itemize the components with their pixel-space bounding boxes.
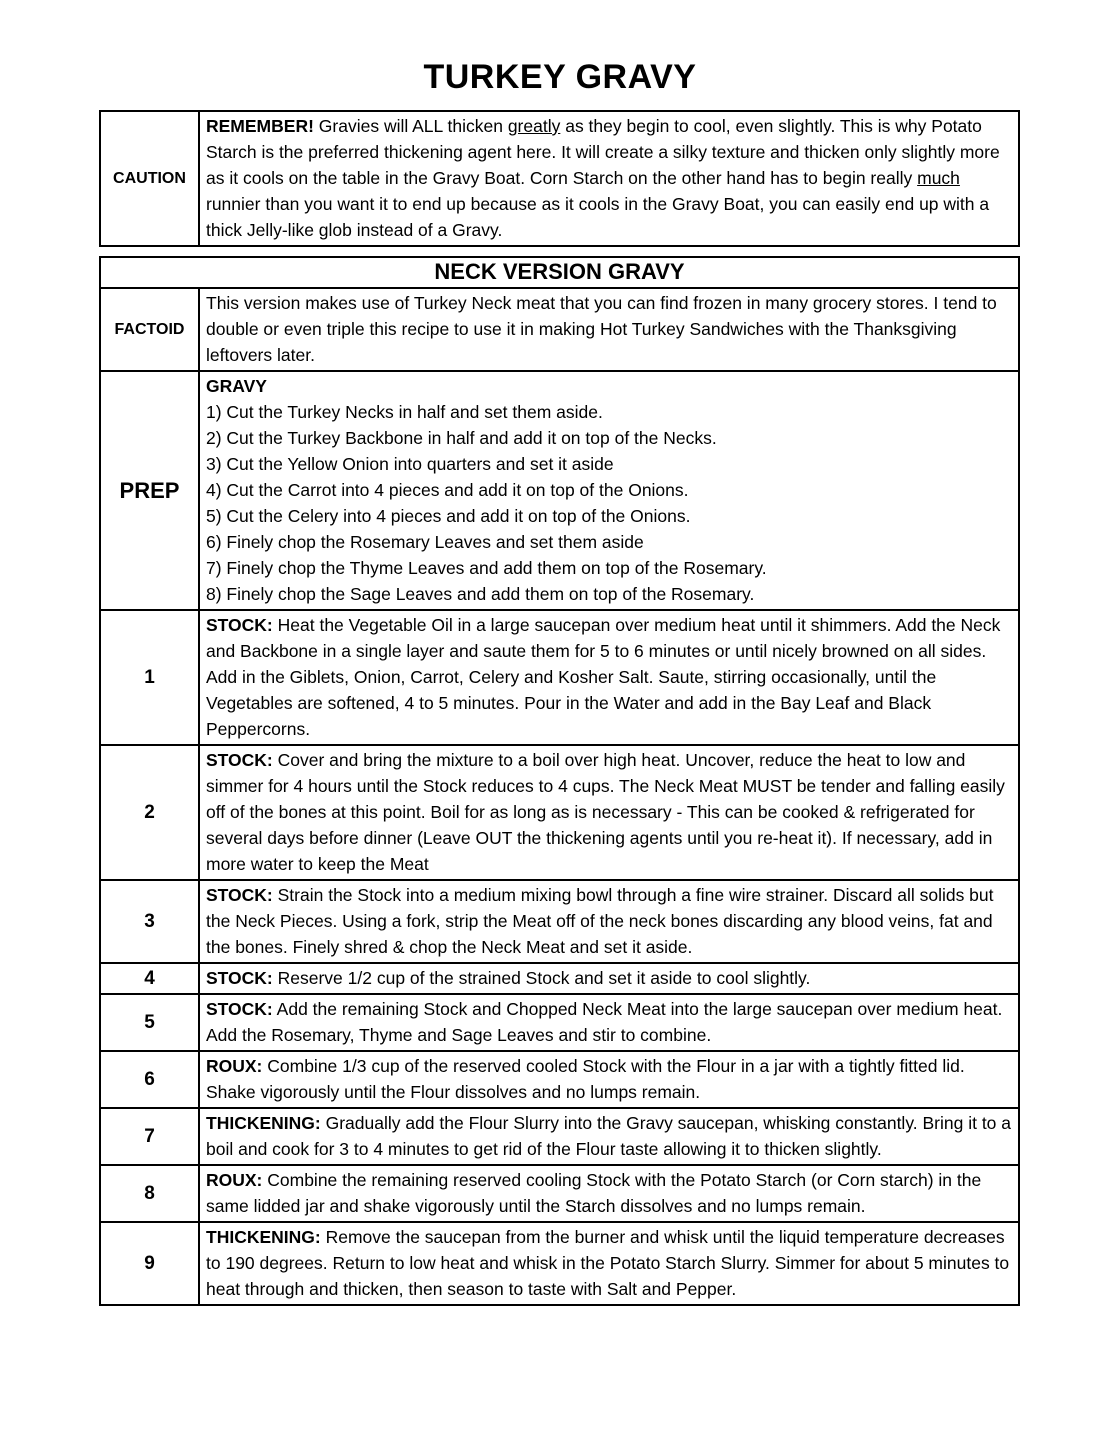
bold-lead: THICKENING: [206, 1113, 321, 1133]
bold-lead: REMEMBER! [206, 116, 314, 136]
table-header-row [100, 257, 1019, 288]
paragraph [206, 1053, 1012, 1105]
paragraph [206, 996, 1012, 1048]
paragraph [206, 503, 1012, 529]
table-row [100, 288, 1019, 371]
table-row [100, 994, 1019, 1051]
row-label: PREP [100, 371, 199, 610]
table-row [100, 1222, 1019, 1305]
row-label: 6 [100, 1051, 199, 1108]
paragraph [206, 1224, 1012, 1302]
row-label: 5 [100, 994, 199, 1051]
bold-lead: STOCK: [206, 885, 273, 905]
row-label: 9 [100, 1222, 199, 1305]
text-segment: Strain the Stock into a medium mixing bowl through a fine wire strainer. Discard all solids but the Neck Pieces. Using a fork, strip the Meat off of the neck bones discarding any blood veins, fat and the bones. Finely shred & chop the Neck Meat and set it aside. [206, 885, 994, 957]
paragraph [206, 113, 1012, 243]
paragraph [206, 290, 1012, 368]
row-content [199, 1108, 1019, 1165]
table-row [100, 963, 1019, 994]
row-content [199, 371, 1019, 610]
text-segment: Gravies will ALL thicken [313, 116, 508, 136]
caution-table [99, 110, 1020, 247]
table-row [100, 111, 1019, 246]
bold-lead: THICKENING: [206, 1227, 321, 1247]
text-segment: Heat the Vegetable Oil in a large saucepan over medium heat until it shimmers. Add the Neck and Backbone in a single layer and saute them for 5 to 6 minutes or until nicely browned on all sides. Add in the Giblets, Onion, Carrot, Celery and Kosher Salt. Saute, stirring occasionally, until the Vegetables are softened, 4 to 5 minutes. Pour in the Water and add in the Bay Leaf and Black Peppercorns. [206, 615, 1001, 739]
paragraph [206, 555, 1012, 581]
paragraph [206, 451, 1012, 477]
table-row [100, 1165, 1019, 1222]
text-segment: Gradually add the Flour Slurry into the Gravy saucepan, whisking constantly. Bring it to a boil and cook for 3 to 4 minutes to get rid of the Flour taste allowing it to thicken slightly. [206, 1113, 1012, 1159]
text-segment: as they begin to cool, even slightly. This is why Potato Starch is the preferred thickening agent here. It will create a silky texture and thicken only slightly more as it cools on the table in the Gravy Boat. Corn Starch on the other hand has to begin really [206, 116, 1000, 188]
text-segment: 8) Finely chop the Sage Leaves and add them on top of the Rosemary. [206, 584, 755, 604]
row-label: 7 [100, 1108, 199, 1165]
bold-lead: ROUX: [206, 1170, 263, 1190]
row-label: CAUTION [100, 111, 199, 246]
text-segment: 4) Cut the Carrot into 4 pieces and add it on top of the Onions. [206, 480, 689, 500]
row-content [199, 1051, 1019, 1108]
table-row [100, 745, 1019, 880]
paragraph [206, 612, 1012, 742]
row-content [199, 1165, 1019, 1222]
paragraph [206, 477, 1012, 503]
underlined-text: much [917, 168, 960, 188]
text-segment: Cover and bring the mixture to a boil over high heat. Uncover, reduce the heat to low and simmer for 4 hours until the Stock reduces to 4 cups. The Neck Meat MUST be tender and falling easily off of the bones at this point. Boil for as long as is necessary - This can be cooked & refrigerated for several days before dinner (Leave OUT the thickening agents until you re-heat it). If necessary, add in more water to keep the Meat [206, 750, 1005, 874]
table-row [100, 610, 1019, 745]
bold-lead: GRAVY [206, 376, 267, 396]
text-segment: Remove the saucepan from the burner and whisk until the liquid temperature decreases to 190 degrees. Return to low heat and whisk in the Potato Starch Slurry. Simmer for about 5 minutes to heat through and thicken, then season to taste with Salt and Pepper. [206, 1227, 1010, 1299]
text-segment: runnier than you want it to end up because as it cools in the Gravy Boat, you can easily end up with a thick Jelly-like glob instead of a Gravy. [206, 194, 990, 240]
paragraph [206, 581, 1012, 607]
bold-lead: STOCK: [206, 750, 273, 770]
row-content [199, 288, 1019, 371]
paragraph [206, 529, 1012, 555]
paragraph [206, 373, 1012, 399]
row-content [199, 880, 1019, 963]
text-segment: Combine the remaining reserved cooling Stock with the Potato Starch (or Corn starch) in the same lidded jar and shake vigorously until the Starch dissolves and no lumps remain. [206, 1170, 982, 1216]
row-label: 4 [100, 963, 199, 994]
text-segment: 7) Finely chop the Thyme Leaves and add them on top of the Rosemary. [206, 558, 767, 578]
text-segment: Reserve 1/2 cup of the strained Stock and set it aside to cool slightly. [272, 968, 811, 988]
underlined-text: greatly [507, 116, 561, 136]
paragraph [206, 1110, 1012, 1162]
bold-lead: STOCK: [206, 968, 273, 988]
bold-lead: STOCK: [206, 615, 273, 635]
text-segment: Combine 1/3 cup of the reserved cooled Stock with the Flour in a jar with a tightly fitted lid. Shake vigorously until the Flour dissolves and no lumps remain. [206, 1056, 965, 1102]
page-title: TURKEY GRAVY [423, 58, 697, 96]
row-content [199, 994, 1019, 1051]
text-segment: This version makes use of Turkey Neck meat that you can find frozen in many grocery stores. I tend to double or even triple this recipe to use it in making Hot Turkey Sandwiches with the Thanksgiving leftovers later. [206, 293, 997, 365]
text-segment: Add the remaining Stock and Chopped Neck Meat into the large saucepan over medium heat. Add the Rosemary, Thyme and Sage Leaves and stir to combine. [206, 999, 1003, 1045]
row-label: 8 [100, 1165, 199, 1222]
row-content [199, 745, 1019, 880]
paragraph [206, 399, 1012, 425]
paragraph [206, 965, 1012, 991]
row-content [199, 111, 1019, 246]
row-content [199, 1222, 1019, 1305]
paragraph [206, 425, 1012, 451]
text-segment: 6) Finely chop the Rosemary Leaves and set them aside [206, 532, 644, 552]
table-row [100, 880, 1019, 963]
paragraph [206, 1167, 1012, 1219]
text-segment: 2) Cut the Turkey Backbone in half and add it on top of the Necks. [206, 428, 717, 448]
table-row [100, 371, 1019, 610]
row-label: 3 [100, 880, 199, 963]
table-row [100, 1051, 1019, 1108]
paragraph [206, 747, 1012, 877]
table-row [100, 1108, 1019, 1165]
row-label: FACTOID [100, 288, 199, 371]
text-segment: 3) Cut the Yellow Onion into quarters and set it aside [206, 454, 614, 474]
row-content [199, 963, 1019, 994]
text-segment: 5) Cut the Celery into 4 pieces and add it on top of the Onions. [206, 506, 691, 526]
paragraph [206, 882, 1012, 960]
bold-lead: ROUX: [206, 1056, 263, 1076]
bold-lead: STOCK: [206, 999, 273, 1019]
row-label: 1 [100, 610, 199, 745]
text-segment: 1) Cut the Turkey Necks in half and set them aside. [206, 402, 603, 422]
row-label: 2 [100, 745, 199, 880]
recipe-table [99, 256, 1020, 1306]
section-title: NECK VERSION GRAVY [100, 257, 1019, 288]
row-content [199, 610, 1019, 745]
